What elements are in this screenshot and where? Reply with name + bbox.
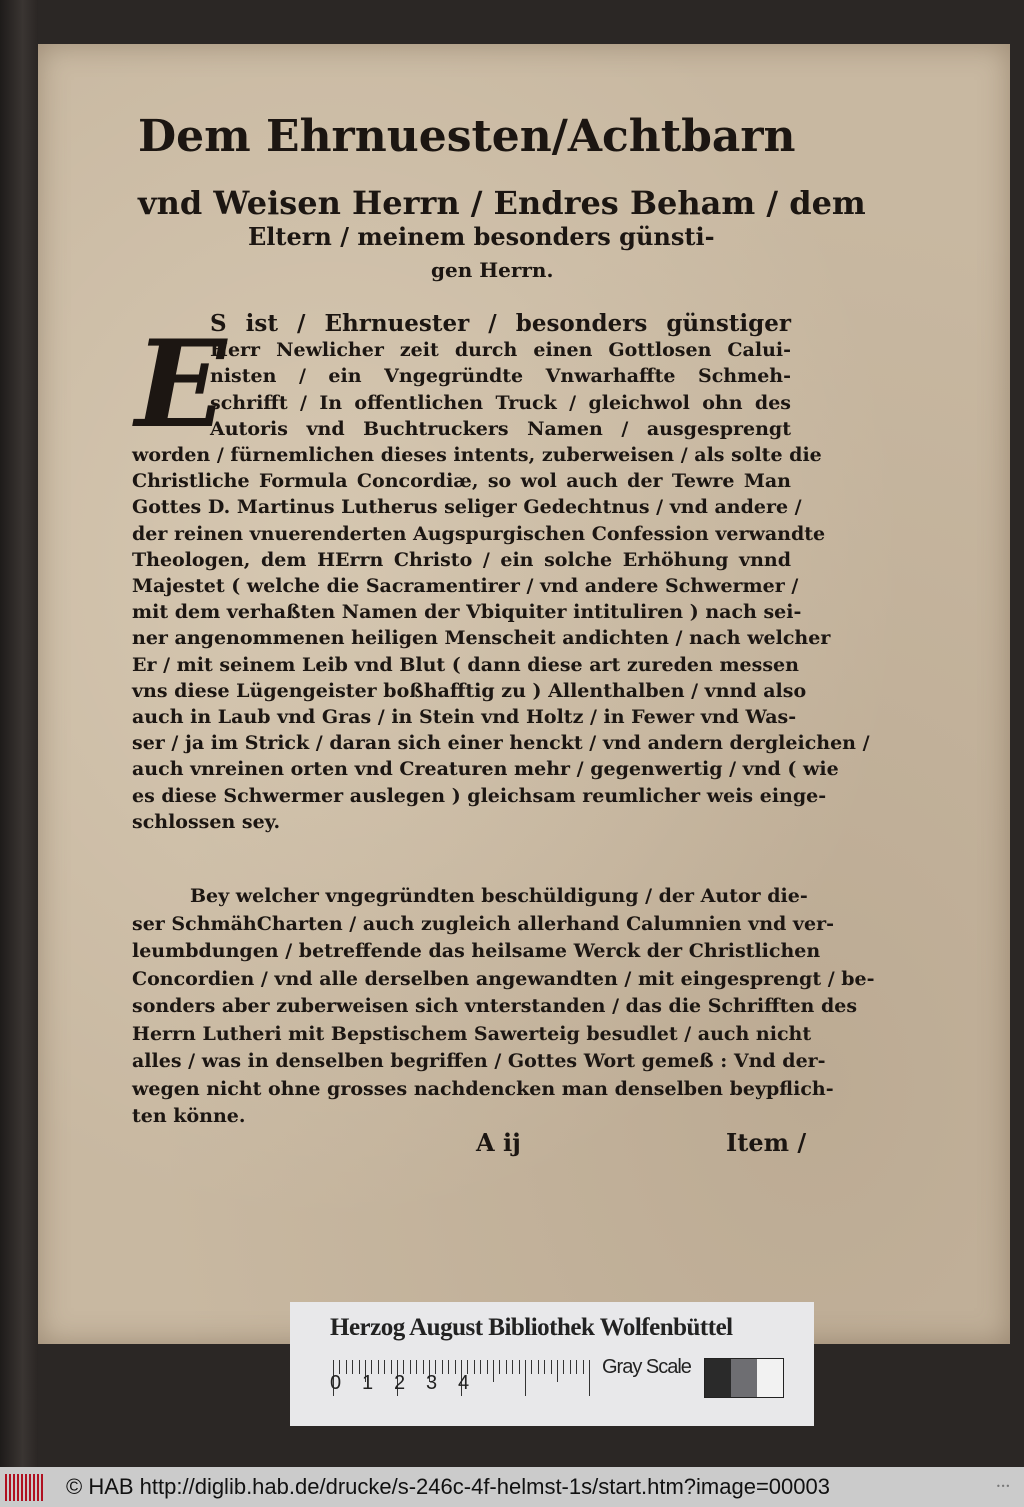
ruler-tick bbox=[512, 1360, 513, 1374]
ruler-tick bbox=[442, 1360, 443, 1374]
signature-mark: A ij bbox=[476, 1128, 521, 1157]
ruler-tick bbox=[563, 1360, 564, 1374]
gray-scale-label: Gray Scale bbox=[602, 1356, 691, 1378]
text-line: Gottes D. Martinus Lutherus seliger Gedechtnus / vnd andere / bbox=[132, 496, 802, 519]
gray-swatch bbox=[705, 1359, 731, 1397]
text-line: der reinen vnuerenderten Augspurgischen Confession verwandte bbox=[132, 522, 826, 545]
ruler-tick bbox=[525, 1360, 526, 1396]
gray-swatch bbox=[731, 1359, 757, 1397]
title-line-2: vnd Weisen Herrn / Endres Beham / dem bbox=[138, 184, 866, 222]
text-line: ser / ja im Strick / daran sich einer henckt / vnd andern dergleichen / bbox=[132, 732, 870, 755]
ruler-tick bbox=[423, 1360, 424, 1374]
text-line: worden / fürnemlichen dieses intents, zuberweisen / als solte die bbox=[132, 444, 822, 466]
ruler-tick bbox=[570, 1360, 571, 1374]
ruler-tick bbox=[480, 1360, 481, 1374]
text-line: vns diese Lügengeister boßhafftig zu ) Allenthalben / vnnd also bbox=[132, 679, 807, 702]
ruler-tick bbox=[359, 1360, 360, 1374]
permalink-text[interactable]: © HAB http://diglib.hab.de/drucke/s-246c-4f-helmst-1s/start.htm?image=00003 bbox=[66, 1474, 830, 1499]
ruler-number: 0 bbox=[330, 1372, 342, 1394]
ruler-tick bbox=[506, 1360, 507, 1374]
text-line: schrifft / In offentlichen Truck / gleichwol ohn des bbox=[210, 391, 791, 414]
ruler-tick bbox=[487, 1360, 488, 1374]
catchword: Item / bbox=[726, 1128, 807, 1157]
ruler-number: 4 bbox=[458, 1372, 470, 1394]
ruler-tick bbox=[557, 1360, 558, 1382]
ruler-tick bbox=[346, 1360, 347, 1374]
ruler-number: 3 bbox=[426, 1372, 438, 1394]
text-line: sonders aber zuberweisen sich vnterstanden / das die Schrifften des bbox=[132, 995, 858, 1017]
library-name: Herzog August Bibliothek Wolfenbüttel bbox=[330, 1314, 733, 1341]
text-line: ten könne. bbox=[132, 1105, 246, 1127]
ruler-tick bbox=[410, 1360, 411, 1374]
ruler-tick bbox=[551, 1360, 552, 1374]
ruler-tick bbox=[384, 1360, 385, 1374]
text-line: ner angenommenen heiligen Menscheit andichten / nach welcher bbox=[132, 627, 831, 650]
text-line: S ist / Ehrnuester / besonders günstiger bbox=[210, 310, 791, 337]
title-line-1: Dem Ehrnuesten/Achtbarn bbox=[138, 111, 796, 162]
text-line: leumbdungen / betreffende das heilsame Werck der Christlichen bbox=[132, 940, 821, 962]
text-line: Theologen, dem HErrn Christo / ein solche Erhöhung vnnd bbox=[132, 548, 791, 571]
ruler-tick bbox=[455, 1360, 456, 1374]
ruler-number: 2 bbox=[394, 1372, 406, 1394]
text-line: wegen nicht ohne grosses nachdencken man denselben beypflich- bbox=[132, 1077, 834, 1100]
ruler-tick bbox=[493, 1360, 494, 1382]
text-line: Concordien / vnd alle derselben angewandten / mit eingesprengt / be- bbox=[132, 967, 875, 990]
text-line: schlossen sey. bbox=[132, 810, 281, 833]
decorated-initial: E bbox=[135, 314, 227, 455]
text-line: alles / was in denselben begriffen / Gottes Wort gemeß : Vnd der- bbox=[132, 1050, 826, 1072]
ruler-tick bbox=[544, 1360, 545, 1374]
library-color-target bbox=[290, 1302, 814, 1426]
ruler-tick bbox=[352, 1360, 353, 1374]
text-line: Bey welcher vngegründten beschüldigung / der Autor die- bbox=[190, 885, 808, 907]
ruler-tick bbox=[378, 1360, 379, 1374]
viewer-footer-bar bbox=[0, 1467, 1024, 1507]
ruler-tick bbox=[583, 1360, 584, 1374]
more-icon[interactable]: ••• bbox=[996, 1482, 1011, 1491]
text-line: mit dem verhaßten Namen der Vbiquiter intituliren ) nach sei- bbox=[132, 601, 802, 624]
ruler-tick bbox=[538, 1360, 539, 1374]
ruler-tick bbox=[576, 1360, 577, 1374]
ruler-tick bbox=[474, 1360, 475, 1374]
hab-logo-icon bbox=[5, 1474, 43, 1501]
text-line: auch in Laub vnd Gras / in Stein vnd Holtz / in Fewer vnd Was- bbox=[132, 706, 797, 728]
text-line: Herrn Lutheri mit Bepstischem Sawerteig besudlet / auch nicht bbox=[132, 1022, 812, 1045]
ruler-tick bbox=[519, 1360, 520, 1374]
text-line: Majestet ( welche die Sacramentirer / vnd andere Schwermer / bbox=[132, 575, 799, 597]
text-line: Christliche Formula Concordiæ, so wol auch der Tewre Man bbox=[132, 470, 791, 493]
title-line-3: Eltern / meinem besonders günsti- bbox=[248, 222, 715, 251]
ruler-number: 1 bbox=[362, 1372, 374, 1394]
text-line: auch vnreinen orten vnd Creaturen mehr / gegenwertig / vnd ( wie bbox=[132, 758, 839, 781]
title-line-4: gen Herrn. bbox=[431, 258, 554, 282]
text-line: Herr Newlicher zeit durch einen Gottlosen Calui- bbox=[210, 339, 791, 362]
text-line: Er / mit seinem Leib vnd Blut ( dann diese art zureden messen bbox=[132, 653, 799, 676]
text-line: nisten / ein Vngegründte Vnwarhaffte Schmeh- bbox=[210, 365, 791, 388]
ruler-tick bbox=[531, 1360, 532, 1374]
ruler-tick bbox=[499, 1360, 500, 1374]
text-line: Autoris vnd Buchtruckers Namen / ausgesprengt bbox=[210, 417, 791, 440]
ruler-tick bbox=[391, 1360, 392, 1374]
ruler-tick bbox=[589, 1360, 590, 1396]
ruler-tick bbox=[448, 1360, 449, 1374]
book-spine-edge bbox=[0, 0, 38, 1467]
gray-scale-swatches bbox=[704, 1358, 784, 1398]
ruler-tick bbox=[416, 1360, 417, 1374]
text-line: es diese Schwermer auslegen ) gleichsam reumlicher weis einge- bbox=[132, 784, 827, 807]
gray-swatch bbox=[757, 1359, 783, 1397]
text-line: ser SchmähCharten / auch zugleich allerhand Calumnien vnd ver- bbox=[132, 912, 834, 935]
